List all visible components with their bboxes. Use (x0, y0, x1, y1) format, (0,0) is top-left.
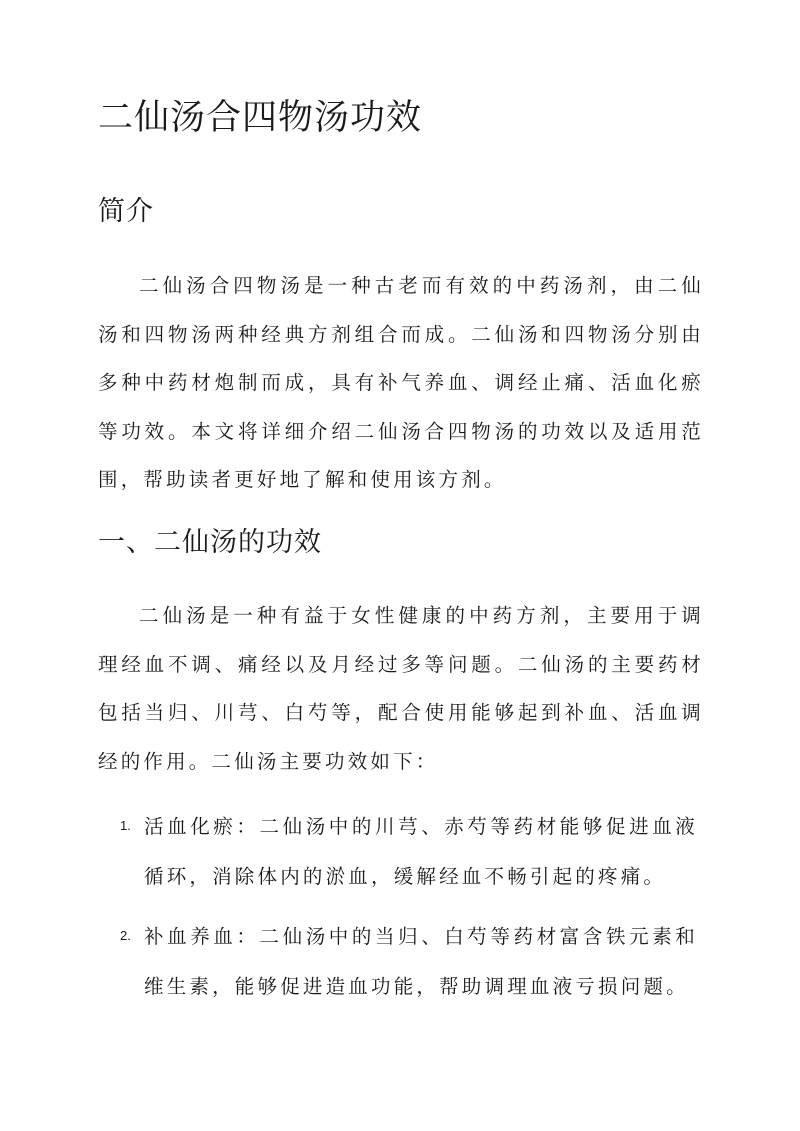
list-item-text: 补血养血：二仙汤中的当归、白芍等药材富含铁元素和维生素，能够促进造血功能，帮助调理血液亏损问题。 (144, 925, 698, 998)
list-item-number: 2. (120, 928, 131, 943)
list-item (98, 802, 698, 912)
intro-paragraph: 二仙汤合四物汤是一种古老而有效的中药汤剂，由二仙汤和四物汤两种经典方剂组合而成。二仙汤和四物汤分别由多种中药材炮制而成，具有补气养血、调经止痛、活血化瘀等功效。本文将详细介绍二仙汤合四物汤的功效以及适用范围，帮助读者更好地了解和使用该方剂。 (98, 274, 704, 491)
list-item-text: 活血化瘀：二仙汤中的川芎、赤芍等药材能够促进血液循环，消除体内的淤血，缓解经血不畅引起的疼痛。 (144, 815, 698, 888)
document-title: 二仙汤合四物汤功效 (98, 98, 423, 138)
list-item (98, 912, 698, 1022)
list-item-number: 1. (120, 818, 131, 833)
erxian-effects-paragraph: 二仙汤是一种有益于女性健康的中药方剂，主要用于调理经血不调、痛经以及月经过多等问题。二仙汤的主要药材包括当归、川芎、白芍等，配合使用能够起到补血、活血调经的作用。二仙汤主要功效如下： (98, 604, 704, 773)
section-heading-intro: 简介 (98, 196, 154, 227)
section-heading-erxian-effects: 一、二仙汤的功效 (98, 527, 322, 558)
